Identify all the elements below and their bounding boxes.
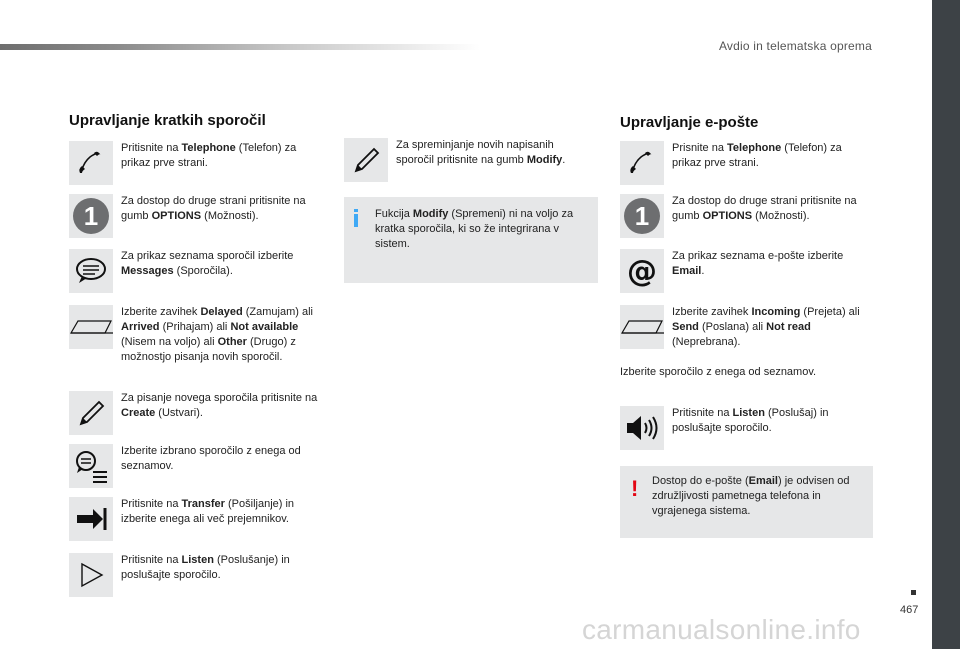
info-note-text xyxy=(375,207,587,252)
sms-step-1-text xyxy=(121,141,321,171)
sms-section-title: Upravljanje kratkih sporočil xyxy=(69,112,266,129)
speaker-icon xyxy=(620,406,664,450)
pencil-icon xyxy=(344,138,388,182)
modify-step xyxy=(344,138,591,182)
modify-step-text xyxy=(396,138,591,168)
text-run: Izberite zavihek xyxy=(121,306,201,318)
number-one-glyph: 1 xyxy=(634,201,650,231)
emphasized-term: Listen xyxy=(181,554,214,566)
sms-step-4 xyxy=(69,305,321,365)
emphasized-term: Telephone xyxy=(727,142,782,154)
emphasized-term: Messages xyxy=(121,265,174,277)
number-one-glyph: 1 xyxy=(83,201,99,231)
text-run: Dostop do e-pošte ( xyxy=(652,475,749,487)
text-run: (Možnosti). xyxy=(201,210,259,222)
sms-step-6 xyxy=(69,444,321,488)
text-run: Za dostop do druge strani pritisnite na gumb xyxy=(672,195,857,222)
transfer-arrow-icon xyxy=(69,497,113,541)
text-run: (Zamujam) ali xyxy=(242,306,313,318)
email-step-4-text xyxy=(672,305,872,350)
text-run: (Poslana) ali xyxy=(698,321,767,333)
emphasized-term: Create xyxy=(121,407,156,419)
message-bubble-icon xyxy=(69,249,113,293)
warning-note-text xyxy=(652,474,862,519)
text-run: (Poslušaj) in poslušajte sporočilo. xyxy=(672,407,829,434)
info-note xyxy=(344,197,598,283)
emphasized-term: Modify xyxy=(526,154,563,166)
page-marker-dot xyxy=(911,590,916,595)
warning-note xyxy=(620,466,873,538)
text-run: Fukcija xyxy=(375,208,413,220)
text-run: (Nisem na voljo) ali xyxy=(121,336,218,348)
page-number: 467 xyxy=(900,604,919,616)
text-run: (Telefon) za prikaz prve strani. xyxy=(121,142,297,169)
text-run: (Pošiljanje) in izberite enega ali več prejemnikov. xyxy=(121,498,295,525)
chapter-title: Avdio in telematska oprema xyxy=(718,39,872,53)
header-gradient-bar xyxy=(0,44,480,50)
text-run: Pritisnite na xyxy=(121,554,182,566)
sms-step-3 xyxy=(69,249,321,293)
emphasized-term: Arrived xyxy=(121,321,160,333)
text-run: Pritisnite na xyxy=(121,142,182,154)
emphasized-term: Other xyxy=(217,336,247,348)
text-run: (Ustvari). xyxy=(155,407,203,419)
text-run: (Možnosti). xyxy=(752,210,810,222)
info-icon xyxy=(354,209,358,227)
text-run: (Telefon) za prikaz prve strani. xyxy=(672,142,842,169)
warning-exclamation-icon: ! xyxy=(631,476,639,501)
email-step-1 xyxy=(620,141,872,185)
text-run: (Poslušanje) in poslušajte sporočilo. xyxy=(121,554,290,581)
tab-folder-icon xyxy=(69,305,113,349)
pencil-icon xyxy=(69,391,113,435)
emphasized-term: Delayed xyxy=(200,306,243,318)
email-step-3 xyxy=(620,249,872,293)
text-run: (Prihajam) ali xyxy=(159,321,231,333)
text-run: Pritisnite na xyxy=(672,407,733,419)
phone-handset-icon xyxy=(620,141,664,185)
email-section-title: Upravljanje e-pošte xyxy=(620,114,759,131)
emphasized-term: Not read xyxy=(766,321,811,333)
watermark: carmanualsonline.info xyxy=(582,614,861,645)
text-run: (Prejeta) ali xyxy=(800,306,860,318)
number-one-icon xyxy=(620,194,664,238)
emphasized-term: Email xyxy=(748,475,778,487)
emphasized-term: Telephone xyxy=(181,142,236,154)
text-run: Pritisnite na xyxy=(121,498,182,510)
text-run: . xyxy=(701,265,705,277)
text-run: Izberite izbrano sporočilo z enega od seznamov. xyxy=(121,445,301,472)
phone-handset-icon xyxy=(69,141,113,185)
text-run: (Spremeni) ni na voljo za kratka sporočila, ki so že integrirana v sistem. xyxy=(375,208,574,250)
sms-step-4-text xyxy=(121,305,321,365)
sms-step-2 xyxy=(69,194,321,238)
email-listen-step-text xyxy=(672,406,872,436)
text-run: (Neprebrana). xyxy=(672,336,741,348)
emphasized-term: Send xyxy=(672,321,699,333)
sms-step-5-text xyxy=(121,391,321,421)
text-run: Za prikaz seznama sporočil izberite xyxy=(121,250,294,262)
text-run: Za prikaz seznama e-pošte izberite xyxy=(672,250,844,262)
sms-step-5 xyxy=(69,391,321,435)
text-run: Izberite zavihek xyxy=(672,306,752,318)
emphasized-term: Listen xyxy=(732,407,765,419)
text-run: Za pisanje novega sporočila pritisnite na xyxy=(121,392,318,404)
email-step-3-text xyxy=(672,249,872,279)
emphasized-term: Incoming xyxy=(751,306,801,318)
emphasized-term: OPTIONS xyxy=(702,210,753,222)
sms-step-7 xyxy=(69,497,321,541)
emphasized-term: OPTIONS xyxy=(151,210,202,222)
emphasized-term: Modify xyxy=(412,208,449,220)
sms-step-8-text xyxy=(121,553,321,583)
email-step-2 xyxy=(620,194,872,238)
email-select-instruction: Izberite sporočilo z enega od seznamov. xyxy=(620,366,817,378)
sms-step-2-text xyxy=(121,194,321,224)
text-run: ) je odvisen od združljivosti pametnega telefona in vgrajenega sistema. xyxy=(652,475,850,517)
tab-folder-icon xyxy=(620,305,664,349)
at-sign-icon: @ xyxy=(620,249,664,293)
email-step-4 xyxy=(620,305,872,350)
sms-step-3-text xyxy=(121,249,321,279)
text-run: . xyxy=(562,154,566,166)
number-one-icon xyxy=(69,194,113,238)
select-list-icon xyxy=(69,444,113,488)
email-step-1-text xyxy=(672,141,872,171)
play-icon xyxy=(69,553,113,597)
sms-step-6-text xyxy=(121,444,321,474)
sms-step-7-text xyxy=(121,497,321,527)
emphasized-term: Transfer xyxy=(181,498,225,510)
email-listen-step xyxy=(620,406,872,450)
page-edge-strip xyxy=(932,0,960,649)
text-run: Za dostop do druge strani pritisnite na gumb xyxy=(121,195,306,222)
emphasized-term: Not available xyxy=(230,321,299,333)
text-run: (Sporočila). xyxy=(173,265,233,277)
text-run: (Drugo) z možnostjo pisanja novih sporočil. xyxy=(121,336,296,363)
sms-step-8 xyxy=(69,553,321,597)
text-run: Prisnite na xyxy=(672,142,728,154)
emphasized-term: Email xyxy=(672,265,702,277)
text-run: Za spreminjanje novih napisanih sporočil pritisnite na gumb xyxy=(396,139,554,166)
email-step-2-text xyxy=(672,194,872,224)
sms-step-1 xyxy=(69,141,321,185)
